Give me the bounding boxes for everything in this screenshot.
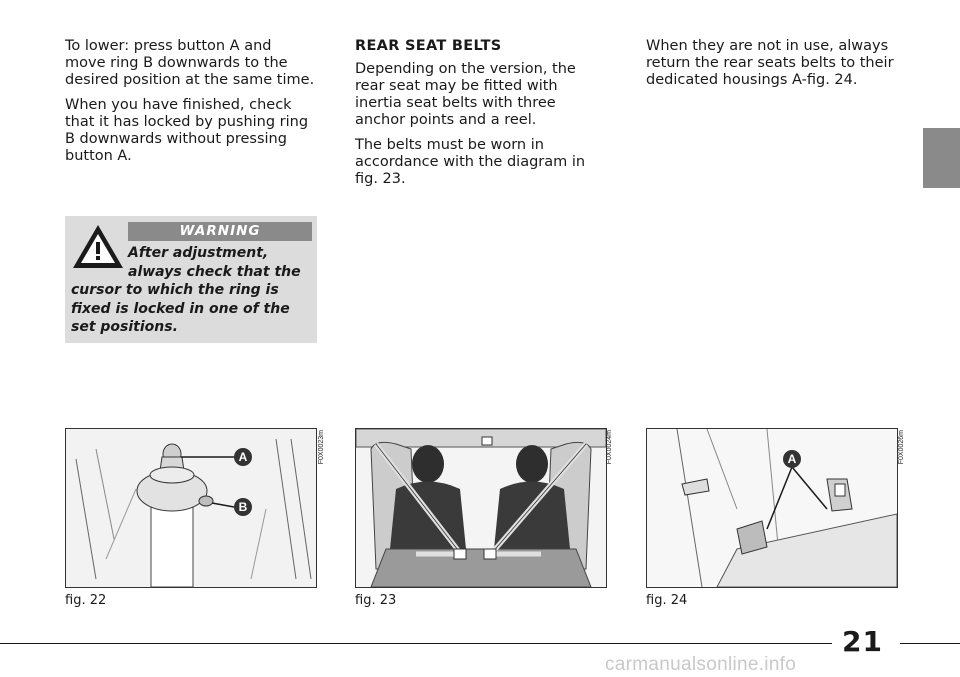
label-a: A [238,450,248,464]
section-heading: REAR SEAT BELTS [355,38,502,54]
figure-23-illustration [355,428,607,588]
watermark: carmanualsonline.info [605,654,797,675]
column-3 [646,38,896,97]
page-number: 21 [842,625,883,658]
column-2 [355,38,605,196]
paragraph-lower-instructions: To lower: press button A and move ring B downwards to the desired position at the same time. [65,38,315,88]
warning-label: WARNING [128,222,312,241]
label-b: B [238,500,248,514]
warning-text [71,244,315,337]
chapter-tab [923,128,960,188]
warning-box [65,216,317,343]
warning-line-rest: cursor to which the ring is fixed is locked in one of the set positions. [71,282,290,335]
warning-line-1: After adjustment, [128,245,269,261]
warning-line-2: always check that the [128,263,301,280]
figure-code: F0X0024m [606,430,613,465]
figure-caption: fig. 22 [65,593,107,608]
paragraph-diagram: The belts must be worn in accordance with the diagram in fig. 23. [355,137,586,187]
paragraph-check-locked: When you have finished, check that it has locked by pushing ring B downwards without pressing button A. [65,97,309,164]
paragraph-housings: When they are not in use, always return the rear seats belts to their dedicated housings A-fig. 24. [646,38,894,88]
figure-caption: fig. 24 [646,593,688,608]
figure-24-illustration [646,428,898,588]
footer-rule [900,643,960,644]
figure-code: F0X0023m [318,430,325,465]
label-a: A [787,452,797,466]
column-1 [65,38,315,173]
figure-22-illustration [65,428,317,588]
figure-caption: fig. 23 [355,593,397,608]
figure-code: F0X0026m [898,430,905,465]
paragraph-version: Depending on the version, the rear seat may be fitted with inertia seat belts with three anchor points and a reel. [355,61,576,128]
footer-rule [0,643,832,644]
